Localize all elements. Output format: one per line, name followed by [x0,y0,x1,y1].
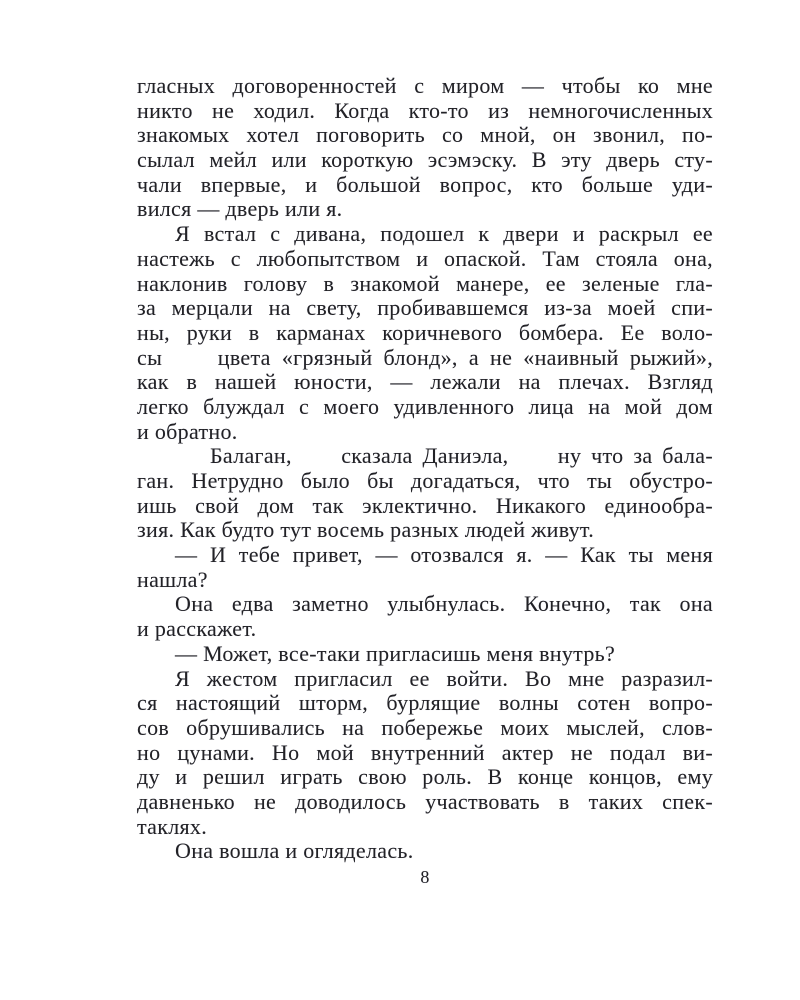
text-line: нашла? [137,566,208,592]
text-line: зия. Как будто тут восемь разных людей живут. [137,517,594,543]
text-line: давненько не доводилось участвовать в таких спек- [137,788,713,814]
text-line: вился — дверь или я. [137,196,343,222]
page-number: 8 [420,867,430,887]
page-text [137,74,713,864]
text-line: ны, руки в карманах коричневого бомбера. Ее воло- [137,319,713,345]
text-line: Я встал с дивана, подошел к двери и раскрыл ее [175,221,713,247]
text-line: ган. Нетрудно было бы догадаться, что ты обустро- [137,468,713,493]
paragraph [137,444,713,543]
text-line: ся настоящий шторм, бурлящие волны сотен вопро- [137,690,713,716]
text-line: сы цвета «грязный блонд», а не «наивный рыжий», [137,344,713,370]
text-line: за мерцали на свету, пробивавшемся из-за моей спи- [137,295,713,321]
text-line: — И тебе привет, — отозвался я. — Как ты меня [175,542,713,568]
text-line: наклонив голову в знакомой манере, ее зеленые гла- [137,270,713,296]
text-line: знакомых хотел поговорить со мной, он звонил, по- [137,122,713,148]
text-line: Она вошла и огляделась. [175,838,414,864]
text-line: настежь с любопытством и опаской. Там стояла она, [137,245,713,271]
text-line: никто не ходил. Когда кто-то из немногочисленных [137,97,713,123]
paragraph [137,74,713,222]
text-line: сылал мейл или короткую эсэмэску. В эту дверь сту- [137,147,713,173]
text-line: как в нашей юности, — лежали на плечах. Взгляд [137,369,713,395]
text-line: Я жестом пригласил ее войти. Во мне разразил- [175,665,713,691]
text-line: гласных договоренностей с миром — чтобы ко мне [137,73,713,98]
text-line: и расскажет. [137,616,257,642]
text-line: — Может, все-таки пригласишь меня внутрь? [175,640,616,666]
text-line: но цунами. Но мой внутренний актер не подал ви- [137,739,713,765]
paragraph [137,592,713,641]
paragraph [137,543,713,592]
text-line: таклях. [137,813,208,839]
text-line: легко блуждал с моего удивленного лица на мой дом [137,393,713,419]
paragraph [137,667,713,840]
text-line: Балаган, сказала Даниэла, ну что за бала- [210,443,713,469]
text-line: Она едва заметно улыбнулась. Конечно, так она [175,591,713,617]
text-line: ишь свой дом так эклектично. Никакого единообра- [137,492,713,518]
paragraph [137,222,713,444]
text-line: сов обрушивались на побережье моих мыслей, слов- [137,714,713,740]
text-line: и обратно. [137,418,238,444]
text-line: ду и решил играть свою роль. В конце концов, ему [137,764,713,790]
paragraph [137,839,713,864]
paragraph [137,642,713,667]
text-line: чали впервые, и большой вопрос, кто больше уди- [137,171,713,197]
